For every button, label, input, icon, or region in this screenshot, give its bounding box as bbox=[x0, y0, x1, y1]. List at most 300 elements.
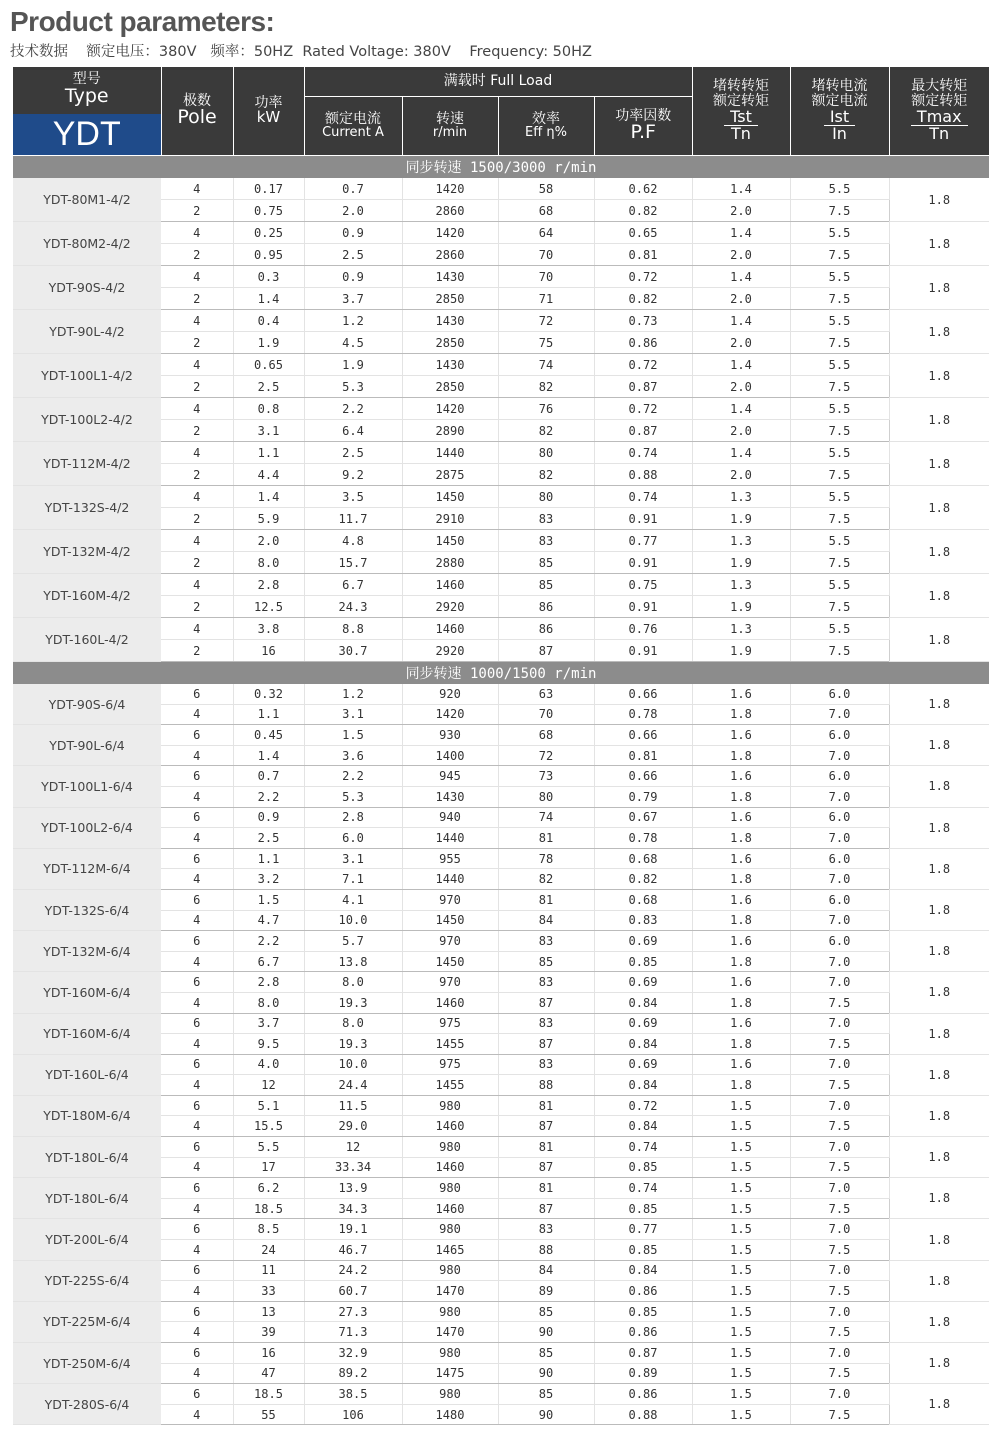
tst-ratio-cell: 1.8 bbox=[692, 786, 790, 807]
power-cell: 8.0 bbox=[233, 552, 304, 574]
current-cell: 33.34 bbox=[304, 1157, 402, 1178]
tmax-ratio-cell: 1.8 bbox=[889, 1178, 989, 1219]
table-row bbox=[13, 222, 989, 244]
power-factor-cell: 0.74 bbox=[594, 1137, 692, 1158]
table-row bbox=[13, 178, 989, 200]
efficiency-cell: 76 bbox=[498, 398, 594, 420]
power-cell: 0.95 bbox=[233, 244, 304, 266]
ist-ratio-cell: 7.0 bbox=[790, 869, 889, 890]
current-cell: 2.5 bbox=[304, 442, 402, 464]
model-name-cell: YDT-90S-6/4 bbox=[13, 684, 161, 725]
model-name-cell: YDT-180L-6/4 bbox=[13, 1137, 161, 1178]
table-row bbox=[13, 442, 989, 464]
section-header-row bbox=[13, 156, 989, 179]
tmax-ratio-cell: 1.8 bbox=[889, 310, 989, 354]
tmax-ratio-cell: 1.8 bbox=[889, 684, 989, 725]
pole-cell: 4 bbox=[161, 992, 233, 1013]
tst-ratio-cell: 1.5 bbox=[692, 1178, 790, 1199]
power-factor-cell: 0.66 bbox=[594, 725, 692, 746]
header-current bbox=[304, 96, 402, 155]
ist-ratio-cell: 7.5 bbox=[790, 288, 889, 310]
header-tst bbox=[692, 67, 790, 156]
current-cell: 6.4 bbox=[304, 420, 402, 442]
power-factor-cell: 0.82 bbox=[594, 288, 692, 310]
power-factor-cell: 0.84 bbox=[594, 992, 692, 1013]
efficiency-cell: 70 bbox=[498, 266, 594, 288]
speed-cell: 1420 bbox=[402, 398, 498, 420]
current-cell: 89.2 bbox=[304, 1363, 402, 1384]
current-cell: 3.1 bbox=[304, 848, 402, 869]
power-factor-cell: 0.86 bbox=[594, 1322, 692, 1343]
power-factor-cell: 0.89 bbox=[594, 1363, 692, 1384]
tst-ratio-cell: 1.8 bbox=[692, 869, 790, 890]
tst-ratio-cell: 1.8 bbox=[692, 745, 790, 766]
efficiency-cell: 81 bbox=[498, 1178, 594, 1199]
model-name-cell: YDT-90L-6/4 bbox=[13, 725, 161, 766]
ist-ratio-cell: 5.5 bbox=[790, 398, 889, 420]
table-row bbox=[13, 486, 989, 508]
pole-cell: 6 bbox=[161, 848, 233, 869]
power-cell: 13 bbox=[233, 1301, 304, 1322]
power-factor-cell: 0.82 bbox=[594, 869, 692, 890]
header-ist-cn2: 额定电流 bbox=[811, 93, 868, 110]
table-row bbox=[13, 354, 989, 376]
power-factor-cell: 0.86 bbox=[594, 1281, 692, 1302]
current-cell: 13.9 bbox=[304, 1178, 402, 1199]
current-cell: 9.2 bbox=[304, 464, 402, 486]
model-name-cell: YDT-180L-6/4 bbox=[13, 1178, 161, 1219]
speed-cell: 970 bbox=[402, 931, 498, 952]
efficiency-cell: 71 bbox=[498, 288, 594, 310]
tst-ratio-cell: 1.6 bbox=[692, 807, 790, 828]
speed-cell: 980 bbox=[402, 1343, 498, 1364]
ist-ratio-cell: 6.0 bbox=[790, 931, 889, 952]
efficiency-cell: 83 bbox=[498, 508, 594, 530]
pole-cell: 6 bbox=[161, 807, 233, 828]
current-cell: 38.5 bbox=[304, 1384, 402, 1405]
current-cell: 106 bbox=[304, 1404, 402, 1425]
current-cell: 4.5 bbox=[304, 332, 402, 354]
model-name-cell: YDT-160M-4/2 bbox=[13, 574, 161, 618]
header-tst-cn1: 堵转转矩 bbox=[713, 78, 769, 95]
speed-cell: 980 bbox=[402, 1219, 498, 1240]
pole-cell: 6 bbox=[161, 1137, 233, 1158]
power-cell: 0.9 bbox=[233, 807, 304, 828]
section-header-row bbox=[13, 662, 989, 685]
power-cell: 0.7 bbox=[233, 766, 304, 787]
ist-ratio-cell: 7.5 bbox=[790, 1322, 889, 1343]
speed-cell: 1460 bbox=[402, 992, 498, 1013]
speed-cell: 930 bbox=[402, 725, 498, 746]
table-row bbox=[13, 618, 989, 640]
tmax-ratio-cell: 1.8 bbox=[889, 442, 989, 486]
model-name-cell: YDT-80M1-4/2 bbox=[13, 178, 161, 222]
efficiency-cell: 75 bbox=[498, 332, 594, 354]
pole-cell: 2 bbox=[161, 332, 233, 354]
efficiency-cell: 87 bbox=[498, 992, 594, 1013]
power-factor-cell: 0.85 bbox=[594, 951, 692, 972]
current-cell: 32.9 bbox=[304, 1343, 402, 1364]
tst-ratio-cell: 1.6 bbox=[692, 684, 790, 704]
tst-ratio-cell: 1.3 bbox=[692, 486, 790, 508]
power-cell: 0.45 bbox=[233, 725, 304, 746]
efficiency-cell: 80 bbox=[498, 486, 594, 508]
speed-cell: 975 bbox=[402, 1054, 498, 1075]
tst-ratio-cell: 1.6 bbox=[692, 1013, 790, 1034]
model-name-cell: YDT-112M-4/2 bbox=[13, 442, 161, 486]
pole-cell: 2 bbox=[161, 552, 233, 574]
ist-ratio-cell: 7.5 bbox=[790, 508, 889, 530]
speed-cell: 2850 bbox=[402, 376, 498, 398]
tst-ratio-cell: 1.3 bbox=[692, 618, 790, 640]
tst-ratio-cell: 1.8 bbox=[692, 992, 790, 1013]
ist-ratio-cell: 7.0 bbox=[790, 1343, 889, 1364]
header-type-cn: 型号 bbox=[72, 71, 101, 87]
power-factor-cell: 0.77 bbox=[594, 1219, 692, 1240]
efficiency-cell: 74 bbox=[498, 354, 594, 376]
power-cell: 3.8 bbox=[233, 618, 304, 640]
pole-cell: 6 bbox=[161, 889, 233, 910]
tst-ratio-cell: 1.6 bbox=[692, 972, 790, 993]
current-cell: 6.7 bbox=[304, 574, 402, 596]
pole-cell: 4 bbox=[161, 1281, 233, 1302]
tst-ratio-cell: 2.0 bbox=[692, 200, 790, 222]
ist-ratio-cell: 5.5 bbox=[790, 354, 889, 376]
speed-cell: 1400 bbox=[402, 745, 498, 766]
header-tst-cn2: 额定转矩 bbox=[713, 93, 769, 110]
pole-cell: 6 bbox=[161, 1301, 233, 1322]
tst-ratio-cell: 1.4 bbox=[692, 266, 790, 288]
speed-cell: 1420 bbox=[402, 704, 498, 725]
efficiency-cell: 81 bbox=[498, 889, 594, 910]
tst-ratio-cell: 1.6 bbox=[692, 725, 790, 746]
power-factor-cell: 0.68 bbox=[594, 889, 692, 910]
header-speed bbox=[402, 96, 498, 155]
power-factor-cell: 0.69 bbox=[594, 972, 692, 993]
pole-cell: 4 bbox=[161, 951, 233, 972]
power-cell: 24 bbox=[233, 1240, 304, 1261]
tst-ratio-cell: 1.9 bbox=[692, 552, 790, 574]
header-ist-cn1: 堵转电流 bbox=[811, 78, 868, 95]
tst-ratio-cell: 1.4 bbox=[692, 178, 790, 200]
ist-ratio-cell: 7.5 bbox=[790, 376, 889, 398]
pole-cell: 4 bbox=[161, 828, 233, 849]
power-cell: 3.7 bbox=[233, 1013, 304, 1034]
speed-cell: 1460 bbox=[402, 1157, 498, 1178]
ist-ratio-cell: 6.0 bbox=[790, 725, 889, 746]
current-cell: 19.1 bbox=[304, 1219, 402, 1240]
ist-ratio-cell: 6.0 bbox=[790, 684, 889, 704]
ist-ratio-cell: 6.0 bbox=[790, 889, 889, 910]
tst-ratio-cell: 1.5 bbox=[692, 1260, 790, 1281]
current-cell: 2.8 bbox=[304, 807, 402, 828]
current-cell: 13.8 bbox=[304, 951, 402, 972]
speed-cell: 970 bbox=[402, 972, 498, 993]
table-row bbox=[13, 1095, 989, 1116]
speed-cell: 980 bbox=[402, 1137, 498, 1158]
ist-ratio-cell: 7.0 bbox=[790, 1384, 889, 1405]
efficiency-cell: 78 bbox=[498, 848, 594, 869]
model-name-cell: YDT-250M-6/4 bbox=[13, 1343, 161, 1384]
current-cell: 3.6 bbox=[304, 745, 402, 766]
current-cell: 27.3 bbox=[304, 1301, 402, 1322]
table-row bbox=[13, 889, 989, 910]
power-cell: 16 bbox=[233, 640, 304, 662]
power-cell: 11 bbox=[233, 1260, 304, 1281]
efficiency-cell: 70 bbox=[498, 704, 594, 725]
power-cell: 1.1 bbox=[233, 704, 304, 725]
pole-cell: 4 bbox=[161, 574, 233, 596]
ist-ratio-cell: 5.5 bbox=[790, 266, 889, 288]
pole-cell: 4 bbox=[161, 354, 233, 376]
pole-cell: 4 bbox=[161, 745, 233, 766]
ist-ratio-cell: 5.5 bbox=[790, 618, 889, 640]
header-tst-num: Tst bbox=[724, 109, 758, 126]
power-cell: 18.5 bbox=[233, 1384, 304, 1405]
tst-ratio-cell: 1.4 bbox=[692, 310, 790, 332]
efficiency-cell: 83 bbox=[498, 972, 594, 993]
ist-ratio-cell: 7.5 bbox=[790, 420, 889, 442]
tst-ratio-cell: 1.8 bbox=[692, 910, 790, 931]
speed-cell: 1430 bbox=[402, 786, 498, 807]
power-cell: 1.5 bbox=[233, 889, 304, 910]
pole-cell: 4 bbox=[161, 178, 233, 200]
efficiency-cell: 90 bbox=[498, 1322, 594, 1343]
efficiency-cell: 72 bbox=[498, 745, 594, 766]
efficiency-cell: 83 bbox=[498, 530, 594, 552]
header-speed-en: r/min bbox=[432, 125, 468, 141]
power-cell: 0.65 bbox=[233, 354, 304, 376]
current-cell: 1.9 bbox=[304, 354, 402, 376]
power-cell: 2.2 bbox=[233, 931, 304, 952]
tmax-ratio-cell: 1.8 bbox=[889, 1384, 989, 1425]
power-cell: 12 bbox=[233, 1075, 304, 1096]
ist-ratio-cell: 7.0 bbox=[790, 704, 889, 725]
table-row bbox=[13, 310, 989, 332]
current-cell: 6.0 bbox=[304, 828, 402, 849]
efficiency-cell: 82 bbox=[498, 869, 594, 890]
current-cell: 5.3 bbox=[304, 376, 402, 398]
tmax-ratio-cell: 1.8 bbox=[889, 889, 989, 930]
header-eff bbox=[498, 96, 594, 155]
power-cell: 2.5 bbox=[233, 376, 304, 398]
current-cell: 1.5 bbox=[304, 725, 402, 746]
header-current-en: Current A bbox=[322, 125, 384, 141]
power-factor-cell: 0.91 bbox=[594, 596, 692, 618]
tmax-ratio-cell: 1.8 bbox=[889, 178, 989, 222]
ist-ratio-cell: 7.5 bbox=[790, 1281, 889, 1302]
model-name-cell: YDT-90L-4/2 bbox=[13, 310, 161, 354]
tst-ratio-cell: 1.5 bbox=[692, 1095, 790, 1116]
current-cell: 60.7 bbox=[304, 1281, 402, 1302]
efficiency-cell: 63 bbox=[498, 684, 594, 704]
speed-cell: 2920 bbox=[402, 596, 498, 618]
pole-cell: 6 bbox=[161, 1384, 233, 1405]
table-row bbox=[13, 1301, 989, 1322]
power-cell: 2.0 bbox=[233, 530, 304, 552]
pole-cell: 4 bbox=[161, 704, 233, 725]
current-cell: 4.1 bbox=[304, 889, 402, 910]
pole-cell: 4 bbox=[161, 1157, 233, 1178]
tst-ratio-cell: 1.8 bbox=[692, 828, 790, 849]
current-cell: 3.5 bbox=[304, 486, 402, 508]
parameters-table bbox=[13, 67, 989, 1425]
table-row bbox=[13, 848, 989, 869]
power-cell: 4.0 bbox=[233, 1054, 304, 1075]
efficiency-cell: 81 bbox=[498, 828, 594, 849]
pole-cell: 4 bbox=[161, 398, 233, 420]
tst-ratio-cell: 1.5 bbox=[692, 1137, 790, 1158]
tst-ratio-cell: 1.5 bbox=[692, 1240, 790, 1261]
current-cell: 34.3 bbox=[304, 1198, 402, 1219]
pole-cell: 6 bbox=[161, 1054, 233, 1075]
tst-ratio-cell: 1.5 bbox=[692, 1219, 790, 1240]
pole-cell: 6 bbox=[161, 1013, 233, 1034]
power-factor-cell: 0.91 bbox=[594, 640, 692, 662]
pole-cell: 6 bbox=[161, 1178, 233, 1199]
ist-ratio-cell: 7.0 bbox=[790, 1178, 889, 1199]
tst-ratio-cell: 2.0 bbox=[692, 464, 790, 486]
speed-cell: 1420 bbox=[402, 222, 498, 244]
header-pf-en: P.F bbox=[630, 121, 656, 144]
current-cell: 0.9 bbox=[304, 266, 402, 288]
pole-cell: 6 bbox=[161, 684, 233, 704]
tmax-ratio-cell: 1.8 bbox=[889, 1219, 989, 1260]
efficiency-cell: 90 bbox=[498, 1404, 594, 1425]
ist-ratio-cell: 7.5 bbox=[790, 1363, 889, 1384]
header-speed-cn: 转速 bbox=[436, 110, 464, 127]
pole-cell: 4 bbox=[161, 1404, 233, 1425]
efficiency-cell: 58 bbox=[498, 178, 594, 200]
pole-cell: 4 bbox=[161, 786, 233, 807]
power-factor-cell: 0.87 bbox=[594, 420, 692, 442]
ist-ratio-cell: 7.0 bbox=[790, 972, 889, 993]
tst-ratio-cell: 1.4 bbox=[692, 222, 790, 244]
power-factor-cell: 0.73 bbox=[594, 310, 692, 332]
power-factor-cell: 0.91 bbox=[594, 508, 692, 530]
ist-ratio-cell: 7.0 bbox=[790, 1095, 889, 1116]
power-cell: 5.9 bbox=[233, 508, 304, 530]
efficiency-cell: 85 bbox=[498, 574, 594, 596]
pole-cell: 4 bbox=[161, 1198, 233, 1219]
ist-ratio-cell: 5.5 bbox=[790, 442, 889, 464]
header-type bbox=[13, 67, 161, 156]
header-pole-en: Pole bbox=[177, 106, 217, 129]
power-cell: 0.17 bbox=[233, 178, 304, 200]
power-cell: 2.2 bbox=[233, 786, 304, 807]
tmax-ratio-cell: 1.8 bbox=[889, 574, 989, 618]
power-cell: 17 bbox=[233, 1157, 304, 1178]
pole-cell: 6 bbox=[161, 725, 233, 746]
tmax-ratio-cell: 1.8 bbox=[889, 1013, 989, 1054]
power-cell: 33 bbox=[233, 1281, 304, 1302]
pole-cell: 4 bbox=[161, 442, 233, 464]
pole-cell: 2 bbox=[161, 640, 233, 662]
tst-ratio-cell: 1.5 bbox=[692, 1322, 790, 1343]
tst-ratio-cell: 1.5 bbox=[692, 1343, 790, 1364]
efficiency-cell: 88 bbox=[498, 1240, 594, 1261]
efficiency-cell: 85 bbox=[498, 552, 594, 574]
power-cell: 0.4 bbox=[233, 310, 304, 332]
efficiency-cell: 82 bbox=[498, 464, 594, 486]
section-label: 同步转速 1000/1500 r/min bbox=[13, 662, 989, 685]
current-cell: 8.0 bbox=[304, 972, 402, 993]
ist-ratio-cell: 7.0 bbox=[790, 1301, 889, 1322]
model-name-cell: YDT-180M-6/4 bbox=[13, 1095, 161, 1136]
table-row bbox=[13, 398, 989, 420]
power-cell: 47 bbox=[233, 1363, 304, 1384]
ist-ratio-cell: 7.5 bbox=[790, 1034, 889, 1055]
current-cell: 8.0 bbox=[304, 1013, 402, 1034]
speed-cell: 1450 bbox=[402, 530, 498, 552]
header-current-cn: 额定电流 bbox=[325, 110, 381, 127]
table-row bbox=[13, 807, 989, 828]
tst-ratio-cell: 1.5 bbox=[692, 1116, 790, 1137]
efficiency-cell: 68 bbox=[498, 200, 594, 222]
tst-ratio-cell: 1.6 bbox=[692, 889, 790, 910]
tmax-ratio-cell: 1.8 bbox=[889, 486, 989, 530]
tst-ratio-cell: 1.5 bbox=[692, 1384, 790, 1405]
speed-cell: 1430 bbox=[402, 266, 498, 288]
current-cell: 10.0 bbox=[304, 910, 402, 931]
pole-cell: 6 bbox=[161, 1095, 233, 1116]
current-cell: 71.3 bbox=[304, 1322, 402, 1343]
header-tmax-cn1: 最大转矩 bbox=[911, 78, 968, 95]
power-factor-cell: 0.79 bbox=[594, 786, 692, 807]
speed-cell: 1430 bbox=[402, 310, 498, 332]
ist-ratio-cell: 7.0 bbox=[790, 1219, 889, 1240]
table-row bbox=[13, 972, 989, 993]
power-factor-cell: 0.72 bbox=[594, 1095, 692, 1116]
pole-cell: 6 bbox=[161, 931, 233, 952]
speed-cell: 1450 bbox=[402, 910, 498, 931]
tst-ratio-cell: 2.0 bbox=[692, 376, 790, 398]
header-tmax-num: Tmax bbox=[911, 109, 968, 126]
power-factor-cell: 0.69 bbox=[594, 1054, 692, 1075]
pole-cell: 4 bbox=[161, 310, 233, 332]
tst-ratio-cell: 1.4 bbox=[692, 442, 790, 464]
efficiency-cell: 83 bbox=[498, 931, 594, 952]
brand-label: YDT bbox=[13, 114, 161, 155]
tst-ratio-cell: 1.5 bbox=[692, 1198, 790, 1219]
model-name-cell: YDT-112M-6/4 bbox=[13, 848, 161, 889]
pole-cell: 6 bbox=[161, 1219, 233, 1240]
current-cell: 3.1 bbox=[304, 704, 402, 725]
current-cell: 24.4 bbox=[304, 1075, 402, 1096]
current-cell: 0.7 bbox=[304, 178, 402, 200]
ist-ratio-cell: 7.0 bbox=[790, 1260, 889, 1281]
power-factor-cell: 0.84 bbox=[594, 1034, 692, 1055]
pole-cell: 2 bbox=[161, 376, 233, 398]
table-row bbox=[13, 1013, 989, 1034]
power-factor-cell: 0.87 bbox=[594, 376, 692, 398]
tst-ratio-cell: 1.6 bbox=[692, 1054, 790, 1075]
speed-cell: 2920 bbox=[402, 640, 498, 662]
efficiency-cell: 64 bbox=[498, 222, 594, 244]
tst-ratio-cell: 1.5 bbox=[692, 1301, 790, 1322]
power-factor-cell: 0.84 bbox=[594, 1116, 692, 1137]
power-factor-cell: 0.85 bbox=[594, 1301, 692, 1322]
ist-ratio-cell: 5.5 bbox=[790, 486, 889, 508]
ist-ratio-cell: 5.5 bbox=[790, 222, 889, 244]
efficiency-cell: 88 bbox=[498, 1075, 594, 1096]
tst-ratio-cell: 2.0 bbox=[692, 244, 790, 266]
model-name-cell: YDT-132S-6/4 bbox=[13, 889, 161, 930]
current-cell: 12 bbox=[304, 1137, 402, 1158]
efficiency-cell: 87 bbox=[498, 1157, 594, 1178]
tmax-ratio-cell: 1.8 bbox=[889, 725, 989, 766]
power-cell: 18.5 bbox=[233, 1198, 304, 1219]
